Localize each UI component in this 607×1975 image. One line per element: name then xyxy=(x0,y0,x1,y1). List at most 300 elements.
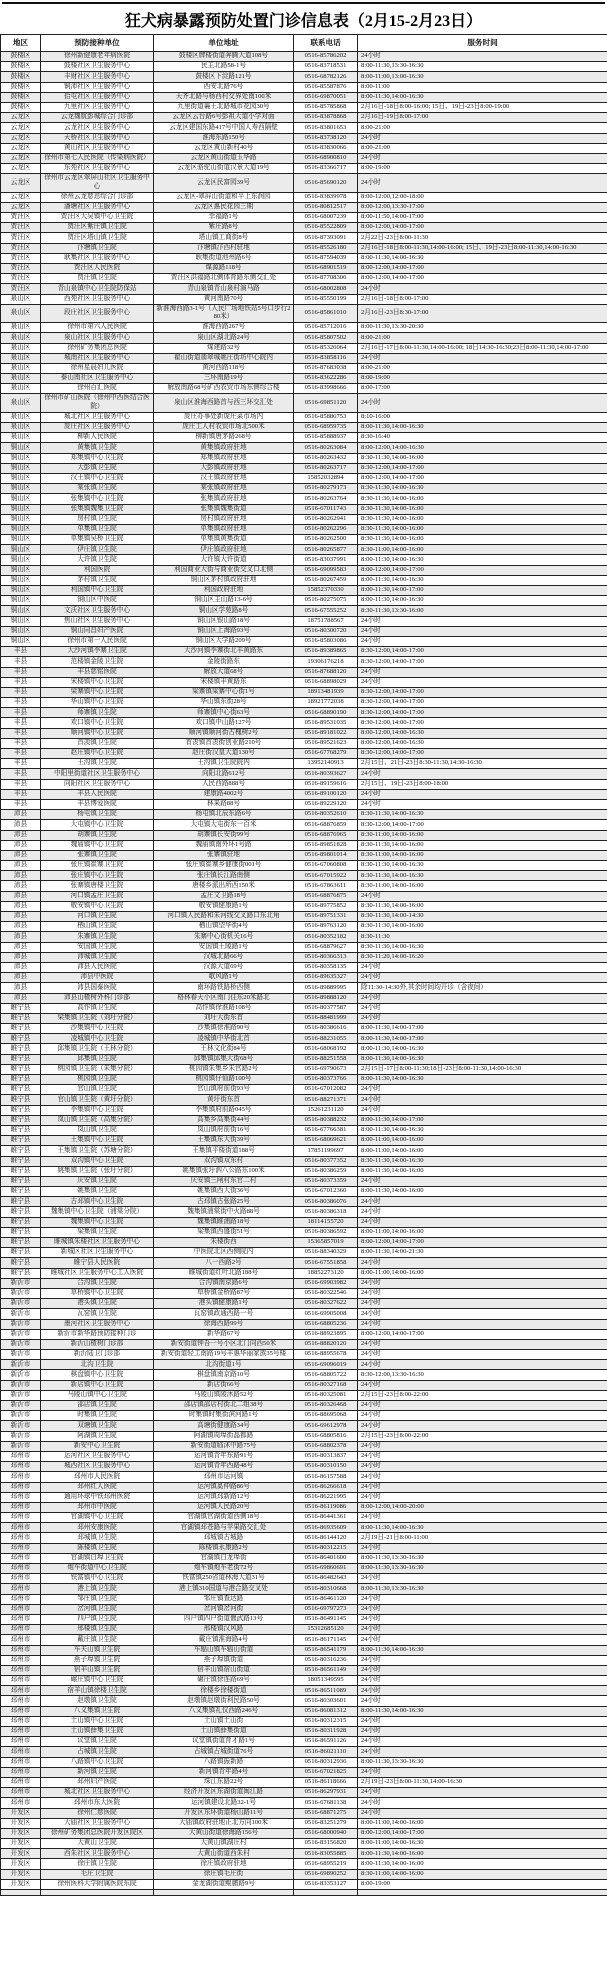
service-hours-cell: 8:00-11:30,14:00-17:00 xyxy=(358,1034,607,1044)
unit-address-cell: 解放南路68号矿西农贸市场东侧综合楼 xyxy=(154,384,294,394)
table-row xyxy=(1,626,607,636)
service-hours-cell: 8:00-12:00,14:00-17:00 xyxy=(358,1329,607,1339)
unit-address-cell: 鼓楼区牌楼街道奔腾大道108号 xyxy=(154,52,294,62)
table-row xyxy=(1,1207,607,1217)
contact-phone-cell: 0516-68805816 xyxy=(294,1431,358,1441)
vaccination-unit-cell: 欢口镇中心卫生院 xyxy=(41,718,154,728)
contact-phone-cell: 0516-89635327 xyxy=(294,973,358,983)
unit-address-cell: 云龙区云台路6号彭祖大道小学对面 xyxy=(154,113,294,123)
contact-phone-cell: 0516-80300720 xyxy=(294,626,358,636)
vaccination-unit-cell: 潘塘社区卫生服务中心 xyxy=(41,202,154,212)
district-cell: 邳州市 xyxy=(1,1584,41,1594)
vaccination-unit-cell: 姚集镇卫生院（张圩分院） xyxy=(41,1166,154,1176)
table-row xyxy=(1,443,607,453)
table-row xyxy=(1,1890,607,1896)
table-row xyxy=(1,983,607,993)
unit-address-cell: 单集镇政府驻地 xyxy=(154,524,294,534)
service-hours-cell: 8:30-11:00,14:00-16:00 xyxy=(358,1869,607,1879)
unit-address-cell: 铜山区大学路209号 xyxy=(154,636,294,646)
contact-phone-cell: 0516-87393091 xyxy=(294,233,358,243)
contact-phone-cell: 0516-68007239 xyxy=(294,213,358,223)
table-row xyxy=(1,962,607,972)
service-hours-cell: 2月16日-18日8:00-11:30,14:00-16:00; 15日、19日-23日8:00-11:30,14:00-16:30 xyxy=(358,243,607,253)
table-row xyxy=(1,263,607,273)
contact-phone-cell: 0516-68879627 xyxy=(294,942,358,952)
service-hours-cell: 8:30-12:00,13:30-16:30 xyxy=(358,1370,607,1380)
service-hours-cell: 8:00-12:00,14:00-17:00 xyxy=(358,274,607,284)
vaccination-unit-cell: 八义集镇卫生院 xyxy=(41,1706,154,1716)
contact-phone-cell: 0516-67551858 xyxy=(294,1258,358,1268)
table-row xyxy=(1,1176,607,1186)
vaccination-unit-cell: 新沂陆卫门诊部 xyxy=(41,1350,154,1360)
vaccination-unit-cell: 邳州妇产医院 xyxy=(41,1777,154,1787)
vaccination-unit-cell: 焦山社区卫生服务中心 xyxy=(41,616,154,626)
unit-address-cell: 刘圩大街东首 xyxy=(154,1013,294,1023)
unit-address-cell: 土山镇薛集街道 xyxy=(154,1727,294,1737)
vaccination-unit-cell: 泉山社区卫生服务中心 xyxy=(41,333,154,343)
vaccination-unit-cell: 张庄镇中心卫生院 xyxy=(41,871,154,881)
service-hours-cell: 24小时 xyxy=(358,1319,607,1329)
table-row xyxy=(1,1513,607,1523)
vaccination-unit-cell: 贾汪区紫庄镇卫生院 xyxy=(41,223,154,233)
district-cell: 新沂市 xyxy=(1,1421,41,1431)
unit-address-cell: 桃园镇仔仙路100号 xyxy=(154,1075,294,1085)
district-cell: 沛县 xyxy=(1,891,41,901)
unit-address-cell: 占城镇占城街道76号 xyxy=(154,1747,294,1757)
table-row xyxy=(1,233,607,243)
unit-address-cell: 汉城北路66号 xyxy=(154,952,294,962)
table-row xyxy=(1,1543,607,1553)
contact-phone-cell: 0516-83998666 xyxy=(294,384,358,394)
service-hours-cell: 8:00-11:30,14:00-16:30 xyxy=(358,1044,607,1054)
contact-phone-cell: 0516-83718531 xyxy=(294,62,358,72)
vaccination-unit-cell: 城南社区卫生服务中心 xyxy=(41,353,154,363)
vaccination-unit-cell: 河口镇卫生院 xyxy=(41,912,154,922)
district-cell: 丰县 xyxy=(1,789,41,799)
table-row xyxy=(1,657,607,667)
contact-phone-cell: 15365857019 xyxy=(294,1238,358,1248)
service-hours-cell: 24小时 xyxy=(358,1350,607,1360)
service-hours-cell: 24小时 xyxy=(358,1788,607,1798)
district-cell: 睢宁县 xyxy=(1,1156,41,1166)
vaccination-unit-cell: 伊庄镇卫生院 xyxy=(41,545,154,555)
vaccination-unit-cell: 范楼镇金陵卫生院 xyxy=(41,657,154,667)
service-hours-cell: 24小时 xyxy=(358,1665,607,1675)
contact-phone-cell: 0516-80310150 xyxy=(294,1462,358,1472)
unit-address-cell: 大黄山街道西朱村 xyxy=(154,1849,294,1859)
contact-phone-cell: 0516-89521623 xyxy=(294,738,358,748)
contact-phone-cell: 0516-80313837 xyxy=(294,1451,358,1461)
unit-address-cell: 庞庄工人村农贸市场北500米 xyxy=(154,423,294,433)
service-hours-cell: 2月15日-17日8:00-11:30;18日-23日8:00-11:30,14:00-16:30 xyxy=(358,1064,607,1074)
contact-phone-cell: 0516-80326468 xyxy=(294,1401,358,1411)
district-cell: 铜山区 xyxy=(1,463,41,473)
service-hours-cell: 除11:30-14:30外,其余时间均开诊（含夜间） xyxy=(358,983,607,993)
unit-address-cell: 开发区东环街道杨山路11号 xyxy=(154,1808,294,1818)
contact-phone-cell: 0516-67012082 xyxy=(294,1085,358,1095)
unit-address-cell: 魏集镇浦棠街中火路88号 xyxy=(154,1207,294,1217)
district-cell: 铜山区 xyxy=(1,535,41,545)
unit-address-cell: 运河镇邳新路12号 xyxy=(154,1492,294,1502)
table-row xyxy=(1,1859,607,1869)
contact-phone-cell: 0516-80265877 xyxy=(294,545,358,555)
vaccination-unit-cell: 大许镇卫生院 xyxy=(41,555,154,565)
district-cell: 新沂市 xyxy=(1,1278,41,1288)
district-cell: 云龙区 xyxy=(1,174,41,192)
vaccination-unit-cell: 王沟镇卫生院 xyxy=(41,759,154,769)
service-hours-cell: 24小时 xyxy=(358,1217,607,1227)
unit-address-cell: 官湖镇官湖街道西侧18号 xyxy=(154,1513,294,1523)
unit-address-cell: 孟庄文卫路18号 xyxy=(154,891,294,901)
table-row xyxy=(1,1278,607,1288)
contact-phone-cell: 0516-67555252 xyxy=(294,606,358,616)
service-hours-cell: 8:00-11:50,14:00-17:00 xyxy=(358,213,607,223)
service-hours-cell: 8:30-11:00,14:00-16:00 xyxy=(358,881,607,891)
vaccination-unit-cell: 庞庄社区卫生服务中心 xyxy=(41,423,154,433)
service-hours-cell: 2月16日-23日8:30-17:00 xyxy=(358,304,607,322)
unit-address-cell: 邹庄镇查达路 xyxy=(154,1594,294,1604)
contact-phone-cell: 0516-80262500 xyxy=(294,535,358,545)
unit-address-cell: 铁富镇250省道林海大道31号 xyxy=(154,1574,294,1584)
district-cell: 贾汪区 xyxy=(1,223,41,233)
service-hours-cell: 8:00-11:00,14:00-16:00 xyxy=(358,1818,607,1828)
vaccination-unit-cell: 丰县人民医院 xyxy=(41,789,154,799)
service-hours-cell: 24小时 xyxy=(358,174,607,192)
service-hours-cell: 8:00-11:00,13:00-16:30 xyxy=(358,72,607,82)
header-vaccination-unit: 预防接种单位 xyxy=(41,35,154,52)
district-cell: 贾汪区 xyxy=(1,243,41,253)
district-cell: 丰县 xyxy=(1,759,41,769)
contact-phone-cell: 0516-68805722 xyxy=(294,1370,358,1380)
vaccination-unit-cell: 耿集社区卫生服务中心 xyxy=(41,253,154,263)
vaccination-unit-cell: 丰财社区卫生服务中心 xyxy=(41,72,154,82)
table-row xyxy=(1,463,607,473)
district-cell: 铜山区 xyxy=(1,606,41,616)
table-row xyxy=(1,1788,607,1798)
contact-phone-cell: 0516-80312215 xyxy=(294,1543,358,1553)
table-row xyxy=(1,769,607,779)
table-row xyxy=(1,1105,607,1115)
table-row xyxy=(1,174,607,192)
unit-address-cell: 河口镇人民路和朱河线交叉路口东北角 xyxy=(154,912,294,922)
table-row xyxy=(1,1217,607,1227)
unit-address-cell: 煤建路32号 xyxy=(154,343,294,353)
table-row xyxy=(1,1686,607,1696)
service-hours-cell: 24小时 xyxy=(358,353,607,363)
contact-phone-cell: 0516-85803086 xyxy=(294,636,358,646)
service-hours-cell: 2月22日-23日8:00-11:30 xyxy=(358,233,607,243)
district-cell: 丰县 xyxy=(1,769,41,779)
table-row xyxy=(1,1288,607,1298)
unit-address-cell: 云龙区惠民花园三期 xyxy=(154,202,294,212)
unit-address-cell: 庞庄办事处新庞庄菜市场内 xyxy=(154,412,294,422)
vaccination-unit-cell: 官山镇卫生院（黄圩分院） xyxy=(41,1095,154,1105)
district-cell: 睢宁县 xyxy=(1,1003,41,1013)
unit-address-cell: 高集乡高集街44号 xyxy=(154,1115,294,1125)
table-row xyxy=(1,1614,607,1624)
vaccination-unit-cell: 张寨镇卫生院 xyxy=(41,850,154,860)
district-cell: 睢宁县 xyxy=(1,1248,41,1258)
vaccination-unit-cell: 大沙河镇李寨卫生院 xyxy=(41,647,154,657)
contact-phone-cell: 0516-80327168 xyxy=(294,1380,358,1390)
unit-address-cell: 李集镇府前路045号 xyxy=(154,1105,294,1115)
table-row xyxy=(1,973,607,983)
table-row xyxy=(1,1115,607,1125)
district-cell: 睢宁县 xyxy=(1,1187,41,1197)
service-hours-cell: 8:30-12:00,14:00-17:00 xyxy=(358,708,607,718)
unit-address-cell: 邢楼镇汉风路 xyxy=(154,1625,294,1635)
table-row xyxy=(1,1564,607,1574)
vaccination-unit-cell: 四户镇卫生院 xyxy=(41,1614,154,1624)
contact-phone-cell: 0516-85522809 xyxy=(294,223,358,233)
service-hours-cell: 24小时 xyxy=(358,1767,607,1777)
district-cell: 丰县 xyxy=(1,779,41,789)
table-row xyxy=(1,779,607,789)
table-row xyxy=(1,1441,607,1451)
contact-phone-cell: 18852273120 xyxy=(294,1268,358,1278)
unit-address-cell: 瓦窑镇政通西路一号 xyxy=(154,1309,294,1319)
district-cell: 泉山区 xyxy=(1,433,41,443)
district-cell: 新沂市 xyxy=(1,1350,41,1360)
table-row xyxy=(1,1013,607,1023)
service-hours-cell: 24小时 xyxy=(358,1339,607,1349)
vaccination-unit-cell: 新沂山楂树门诊部 xyxy=(41,1339,154,1349)
vaccination-unit-cell: 鼓楼社区卫生服务中心 xyxy=(41,62,154,72)
unit-address-cell: 新安街道轻工南路19号丰惠华丽家族35号楼 xyxy=(154,1350,294,1360)
vaccination-unit-cell: 房村镇卫生院 xyxy=(41,514,154,524)
contact-phone-cell: 0516-88820120 xyxy=(294,1339,358,1349)
unit-address-cell: 新华路67号 xyxy=(154,1329,294,1339)
table-row xyxy=(1,738,607,748)
district-cell: 邳州市 xyxy=(1,1788,41,1798)
vaccination-unit-cell: 八路镇中心卫生院 xyxy=(41,1757,154,1767)
unit-address-cell: 新淮海西路3-1号（人民广场地铁站5号口步行280米） xyxy=(154,304,294,322)
contact-phone-cell: 0516-83878868 xyxy=(294,113,358,123)
contact-phone-cell: 0516-83738120 xyxy=(294,133,358,143)
unit-address-cell: 新河镇青年路4号 xyxy=(154,1767,294,1777)
contact-phone-cell: 0516-83830066 xyxy=(294,143,358,153)
contact-phone-cell: 0516-67060808 xyxy=(294,861,358,871)
district-cell: 邳州市 xyxy=(1,1543,41,1553)
vaccination-unit-cell: 邵店镇卫生院 xyxy=(41,1401,154,1411)
unit-address-cell: 金龙湖街道鲲鹏路9号 xyxy=(154,1879,294,1889)
vaccination-unit-cell: 汉王镇中心卫生院 xyxy=(41,473,154,483)
vaccination-unit-cell: 土山镇中心卫生院 xyxy=(41,1716,154,1726)
table-row xyxy=(1,1727,607,1737)
district-cell: 睢宁县 xyxy=(1,1054,41,1064)
service-hours-cell: 8:00-19:00 xyxy=(358,1879,607,1889)
unit-address-cell: 运河镇奚仲路86号 xyxy=(154,1482,294,1492)
contact-phone-cell: 0516-86221995 xyxy=(294,1492,358,1502)
district-cell: 铜山区 xyxy=(1,596,41,606)
service-hours-cell: 24小时 xyxy=(358,1696,607,1706)
district-cell: 丰县 xyxy=(1,667,41,677)
table-row xyxy=(1,374,607,384)
unit-address-cell: 运河镇青年东路91号 xyxy=(154,1451,294,1461)
vaccination-unit-cell: 新河镇卫生院 xyxy=(41,1767,154,1777)
district-cell: 铜山区 xyxy=(1,636,41,646)
service-hours-cell: 8:30-11:30,14:00-16:30 xyxy=(358,861,607,871)
service-hours-cell: 8:00-11:30,14:00-16:30 xyxy=(358,1523,607,1533)
unit-address-cell: 顺河镇顺河街古槐树2号 xyxy=(154,728,294,738)
table-row xyxy=(1,1696,607,1706)
district-cell: 丰县 xyxy=(1,708,41,718)
unit-address-cell: 中医院北区西侧院内 xyxy=(154,1248,294,1258)
table-row xyxy=(1,1462,607,1472)
table-row xyxy=(1,123,607,133)
contact-phone-cell: 0516-83037991 xyxy=(294,555,358,565)
vaccination-unit-cell: 邳州市中医院 xyxy=(41,1502,154,1512)
table-row xyxy=(1,1818,607,1828)
unit-address-cell: 双沟镇双东村 xyxy=(154,1156,294,1166)
service-hours-cell: 24小时 xyxy=(358,1176,607,1186)
table-row xyxy=(1,1492,607,1502)
vaccination-unit-cell: 栖山镇卫生院 xyxy=(41,922,154,932)
vaccination-unit-cell: 大彭镇卫生院 xyxy=(41,463,154,473)
service-hours-cell: 8:00-12:00,14:00-17:00 xyxy=(358,565,607,575)
contact-phone-cell: 0516-86144120 xyxy=(294,1533,358,1543)
table-row xyxy=(1,1350,607,1360)
district-cell: 沛县 xyxy=(1,820,41,830)
district-cell: 邳州市 xyxy=(1,1747,41,1757)
contact-phone-cell: 0516-88251558 xyxy=(294,1054,358,1064)
service-hours-cell: 24小时 xyxy=(358,1737,607,1747)
district-cell: 云龙区 xyxy=(1,202,41,212)
district-cell: 新沂市 xyxy=(1,1401,41,1411)
table-row xyxy=(1,1227,607,1237)
unit-address-cell: 敬安镇健康路1号 xyxy=(154,901,294,911)
service-hours-cell: 24小时 xyxy=(358,1451,607,1461)
district-cell: 邳州市 xyxy=(1,1553,41,1563)
contact-phone-cell: 0516-86266618 xyxy=(294,1482,358,1492)
district-cell: 开发区 xyxy=(1,1859,41,1869)
contact-phone-cell: 0516-80325081 xyxy=(294,1390,358,1400)
contact-phone-cell: 0516-67766381 xyxy=(294,1125,358,1135)
district-cell: 睢宁县 xyxy=(1,1136,41,1146)
unit-address-cell: 赵庄街汉皇大道130号 xyxy=(154,749,294,759)
table-row xyxy=(1,840,607,850)
district-cell: 沛县 xyxy=(1,942,41,952)
service-hours-cell: 8:30-11:30,14:00-16:00 xyxy=(358,453,607,463)
contact-phone-cell: 0516-80386259 xyxy=(294,1166,358,1176)
contact-phone-cell: 0516-69903982 xyxy=(294,1278,358,1288)
vaccination-unit-cell: 邳州红人医院 xyxy=(41,1482,154,1492)
service-hours-cell: 24小时 xyxy=(358,1655,607,1665)
table-row xyxy=(1,1777,607,1787)
table-row xyxy=(1,72,607,82)
contact-phone-cell: 0516-83622286 xyxy=(294,374,358,384)
table-row xyxy=(1,1360,607,1370)
service-hours-cell: 8:00-11:30,14:00-17:00 xyxy=(358,1024,607,1034)
unit-address-cell: 张寨镇驻地 xyxy=(154,850,294,860)
table-row xyxy=(1,164,607,174)
table-row xyxy=(1,1767,607,1777)
vaccination-unit-cell: 城西社区卫生服务中心 xyxy=(41,1462,154,1472)
district-cell: 新沂市 xyxy=(1,1390,41,1400)
contact-phone-cell: 0516-83353127 xyxy=(294,1879,358,1889)
vaccination-unit-cell: 邳城镇卫生院 xyxy=(41,1533,154,1543)
district-cell: 开发区 xyxy=(1,1869,41,1879)
table-row xyxy=(1,1706,607,1716)
service-hours-cell: 24小时 xyxy=(358,1299,607,1309)
table-row xyxy=(1,677,607,687)
district-cell: 邳州市 xyxy=(1,1676,41,1686)
contact-phone-cell: 0516-87688120 xyxy=(294,667,358,677)
unit-address-cell: 张集镇政府驻地 xyxy=(154,494,294,504)
table-row xyxy=(1,484,607,494)
district-cell: 邳州市 xyxy=(1,1706,41,1716)
contact-phone-cell: 0516-68890190 xyxy=(294,708,358,718)
service-hours-cell: 8:00-11:30,14:00-16:30 xyxy=(358,423,607,433)
unit-address-cell: 利国政府驻地 xyxy=(154,586,294,596)
district-cell: 沛县 xyxy=(1,993,41,1003)
table-row xyxy=(1,1665,607,1675)
district-cell: 睢宁县 xyxy=(1,1268,41,1278)
district-cell: 沛县 xyxy=(1,962,41,972)
unit-address-cell xyxy=(154,1890,294,1896)
contact-phone-cell: 0516-67768279 xyxy=(294,749,358,759)
unit-address-cell: 金陵街路东 xyxy=(154,657,294,667)
table-row xyxy=(1,423,607,433)
district-cell: 开发区 xyxy=(1,1849,41,1859)
vaccination-unit-cell: 安国镇卫生院 xyxy=(41,942,154,952)
vaccination-unit-cell: 庆安镇卫生院 xyxy=(41,1176,154,1186)
table-row xyxy=(1,596,607,606)
district-cell: 丰县 xyxy=(1,718,41,728)
contact-phone-cell: 0516-80316236 xyxy=(294,1655,358,1665)
table-row xyxy=(1,759,607,769)
unit-address-cell: 杨屯镇北辰东路6号 xyxy=(154,810,294,820)
district-cell: 邳州市 xyxy=(1,1523,41,1533)
table-row xyxy=(1,1370,607,1380)
unit-address-cell: 柳新镇唐茅路268号 xyxy=(154,433,294,443)
district-cell: 睢宁县 xyxy=(1,1075,41,1085)
service-hours-cell: 8:00-11:30,13:30-16:30 xyxy=(358,62,607,72)
contact-phone-cell: 0516-89751331 xyxy=(294,912,358,922)
unit-address-cell: 汴塘镇汴西村驻地 xyxy=(154,243,294,253)
vaccination-unit-cell: 岔河镇卫生院 xyxy=(41,1604,154,1614)
vaccination-unit-cell: 徐州百汇医院 xyxy=(41,384,154,394)
district-cell: 新沂市 xyxy=(1,1360,41,1370)
unit-address-cell: 邵店镇邵店村街北二组38号 xyxy=(154,1401,294,1411)
unit-address-cell: 徐庄镇毛庄街 xyxy=(154,1869,294,1879)
district-cell: 邳州市 xyxy=(1,1604,41,1614)
table-row xyxy=(1,1064,607,1074)
service-hours-cell: 24小时 xyxy=(358,973,607,983)
service-hours-cell: 8:00-12:00,14:00-20:00 xyxy=(358,1502,607,1512)
contact-phone-cell: 0516-83251279 xyxy=(294,1818,358,1828)
contact-phone-cell: 0516-89889995 xyxy=(294,983,358,993)
contact-phone-cell: 0516-68802378 xyxy=(294,1441,358,1451)
contact-phone-cell: 18051349595 xyxy=(294,1676,358,1686)
table-row xyxy=(1,1533,607,1543)
table-row xyxy=(1,213,607,223)
contact-phone-cell: 0516-88340329 xyxy=(294,1248,358,1258)
unit-address-cell: 铜山区茅村镇政府驻地 xyxy=(154,575,294,585)
district-cell: 云龙区 xyxy=(1,192,41,202)
unit-address-cell: 幸福路1号 xyxy=(154,213,294,223)
vaccination-unit-cell: 云龙魏航彭城综合门诊部 xyxy=(41,113,154,123)
contact-phone-cell: 0516-83055885 xyxy=(294,1849,358,1859)
contact-phone-cell: 0516-80377352 xyxy=(294,1156,358,1166)
district-cell: 邳州市 xyxy=(1,1625,41,1635)
vaccination-unit-cell: 顺河镇中心卫生院 xyxy=(41,728,154,738)
district-cell: 鼓楼区 xyxy=(1,62,41,72)
table-row xyxy=(1,202,607,212)
service-hours-cell: 8:30-11:30,14:00-16:30 xyxy=(358,1156,607,1166)
table-row xyxy=(1,394,607,412)
vaccination-unit-cell: 桃园镇卫生院 xyxy=(41,1075,154,1085)
